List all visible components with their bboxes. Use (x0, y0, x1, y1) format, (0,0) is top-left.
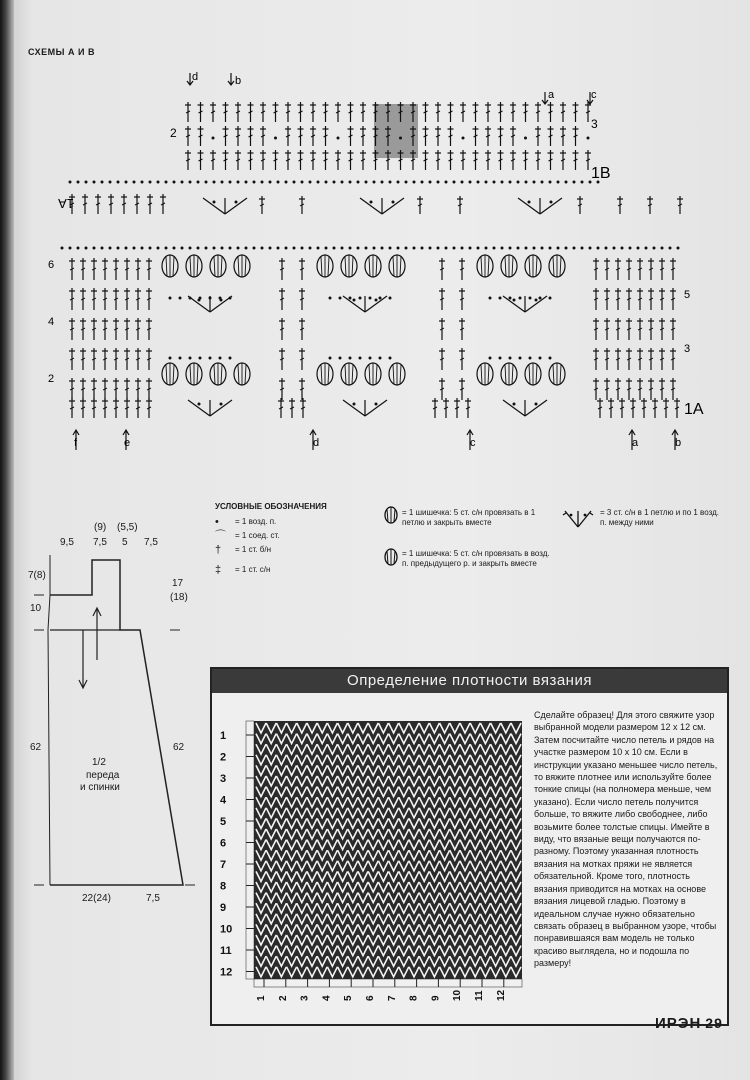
row-label-6: 6 (48, 259, 55, 271)
dim-right-18: (18) (170, 592, 188, 603)
ruler-v-label: 10 (220, 923, 233, 936)
row-label-2B: 2 (170, 126, 177, 140)
cluster-icon-2 (385, 549, 397, 565)
ruler-h-label: 6 (365, 995, 376, 1001)
center-label-back: и спинки (80, 782, 120, 793)
legend-item-sc: † = 1 ст. б/н (215, 544, 272, 556)
cluster-icon-1 (385, 507, 397, 523)
ruler-h-label: 5 (343, 995, 355, 1001)
ruler-horizontal (254, 979, 522, 1001)
ruler-h-label: 11 (474, 990, 485, 1001)
marker-a: a (632, 437, 639, 449)
row-label-3: 3 (684, 343, 691, 355)
row-label-1A-left: 1A (58, 196, 74, 211)
ruler-v-label: 3 (220, 773, 227, 785)
chain-icon: • (215, 516, 219, 528)
center-label-front: переда (86, 770, 120, 781)
ruler-h-label: 2 (277, 995, 289, 1001)
page-number: 29 (705, 1015, 723, 1031)
ruler-v-label: 1 (220, 730, 227, 742)
marker-d: d (313, 437, 320, 449)
ruler-h-label: 7 (386, 995, 398, 1001)
marker-e: e (124, 437, 131, 449)
gauge-text: Сделайте образец! Для этого свяжите узор выбранной модели размером 12 x 12 см. Затем посчитайте число петель и рядов на участке размером 10 x 10 см. Если в инструкции указано меньшее число петель, то вяжите плотнее или используйте более тонкие спицы (на полномера меньше, чем указано). Если число петель получится больше, то вяжите либо свободнее, либо возьмите более толстые спицы. Имейте в виду, что вязаные вещи получаются по-разному. Поэтому указанная плотность вязания на мотках пряжи не является обязательной. Кроме того, плотность вязания приводится на мотках на основе вязания лицевой гладью. Поэтому в идеальном случае нужно обязательно связать образец в выбранном узоре, чтобы понравившаяся вам модель не только красиво выглядела, но и подошла по размеру! (534, 710, 718, 969)
double-crochet-icon: ‡ (215, 564, 222, 576)
dim-7-5-a: 7,5 (93, 537, 107, 548)
ruler-v-label: 11 (220, 945, 232, 957)
dim-left-7-8: 7(8) (28, 570, 46, 581)
dim-top-5-5: (5,5) (117, 522, 138, 533)
row-label-1A: 1A (684, 401, 704, 418)
ruler-v-label: 7 (220, 859, 227, 871)
ruler-v-label: 6 (220, 837, 227, 850)
ruler-vertical (220, 721, 254, 979)
chart-A (61, 73, 681, 450)
legend-cluster-1: = 1 шишечка: 5 ст. с/н провязать в 1 петлю и закрыть вместе (402, 508, 536, 527)
gauge-panel (210, 667, 729, 1026)
ruler-h-label: 8 (408, 995, 420, 1001)
dim-left-10: 10 (30, 603, 42, 614)
bottom-markers (74, 437, 681, 449)
ruler-h-label: 12 (495, 989, 507, 1001)
legend-item-slip: ⌒ = 1 соед. ст. (215, 530, 280, 542)
dim-right-62: 62 (173, 742, 185, 753)
row-label-4: 4 (48, 316, 55, 328)
gauge-swatch (212, 693, 527, 1019)
legend-item-dc: ‡ = 1 ст. с/н (215, 564, 271, 576)
dim-left-62: 62 (30, 742, 42, 753)
dim-bottom-22-24: 22(24) (82, 893, 111, 904)
marker-b: b (675, 437, 682, 449)
dim-5: 5 (122, 537, 128, 548)
fan-icon (562, 505, 598, 531)
legend-cluster-2: = 1 шишечка: 5 ст. с/н провязать в возд. п. предыдущего р. и закрыть вместе (402, 549, 550, 568)
ruler-h-label: 9 (430, 995, 442, 1001)
ruler-h-label: 3 (299, 995, 311, 1001)
marker-b-top: b (235, 75, 242, 87)
gauge-header: Определение плотности вязания (212, 669, 727, 693)
ruler-v-label: 5 (220, 816, 227, 828)
dim-9-5: 9,5 (60, 537, 74, 548)
ruler-v-label: 12 (220, 966, 233, 979)
ruler-h-label: 10 (452, 989, 464, 1001)
footer-brand: ИРЭН 29 (655, 1015, 723, 1032)
row-label-3B: 3 (591, 117, 598, 131)
marker-f: f (74, 437, 78, 449)
legend-item-chain: • = 1 возд. п. (215, 516, 277, 528)
center-label-1-2: 1/2 (92, 757, 106, 768)
section-title: СХЕМЫ А И В (28, 47, 95, 57)
single-crochet-icon: † (215, 544, 222, 556)
dim-top-9: (9) (94, 522, 107, 533)
slip-stitch-icon: ⌒ (215, 530, 226, 542)
ruler-h-label: 1 (256, 995, 267, 1001)
dim-7-5-b: 7,5 (144, 537, 158, 548)
marker-c: c (470, 437, 476, 449)
ruler-v-label: 8 (220, 880, 227, 893)
legend-title: УСЛОВНЫЕ ОБОЗНАЧЕНИЯ (215, 502, 327, 511)
dim-bottom-7-5: 7,5 (146, 893, 160, 904)
legend-fan: = 3 ст. с/н в 1 петлю и по 1 возд. п. между ними (600, 508, 719, 527)
row-label-1B: 1B (591, 165, 611, 182)
row-label-5: 5 (684, 289, 691, 301)
ruler-v-label: 4 (220, 794, 227, 807)
marker-a-top: a (548, 89, 555, 101)
dim-right-17: 17 (172, 578, 184, 589)
legend-cluster-icons (383, 505, 399, 575)
ruler-h-label: 4 (321, 995, 333, 1001)
row-label-2: 2 (48, 373, 55, 385)
ruler-v-label: 9 (220, 902, 227, 914)
ruler-v-label: 2 (220, 751, 227, 764)
marker-c-top: c (591, 89, 597, 101)
top-markers (192, 71, 597, 101)
marker-d-top: d (192, 71, 199, 83)
